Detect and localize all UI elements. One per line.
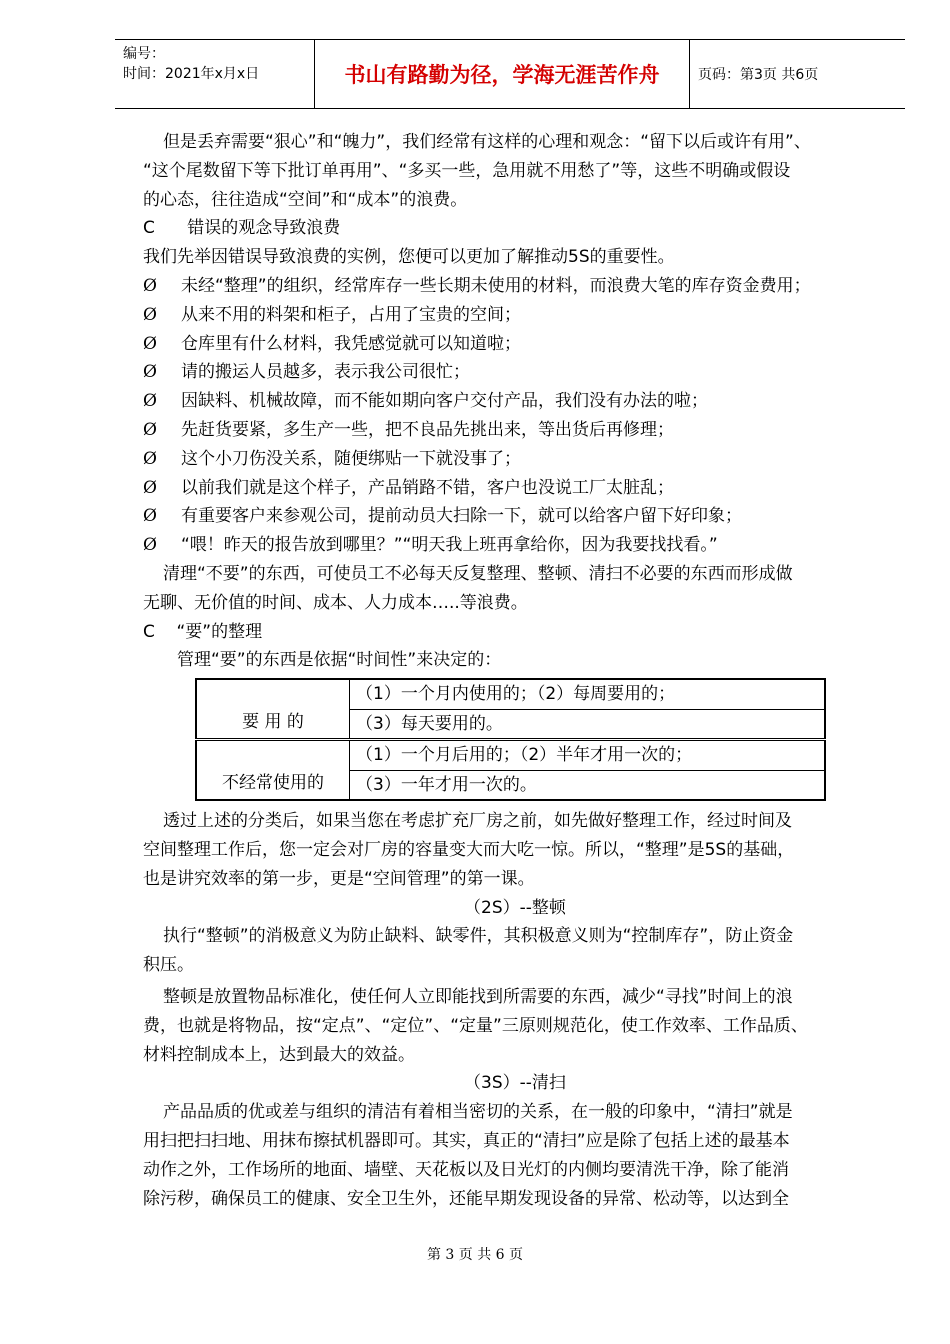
paragraph-line: 材料控制成本上，达到最大的效益。: [143, 1044, 415, 1065]
table-row: [196, 679, 825, 709]
header-time: 时间：2021年x月x日: [123, 66, 260, 82]
paragraph: 产品品质的优或差与组织的清洁有着相当密切的关系，在一般的印象中，“清扫”就是: [163, 1102, 793, 1123]
list-item: [143, 272, 887, 301]
list-item-text: 未经“整理”的组织，经常库存一些长期未使用的材料，而浪费大笔的库存资金费用；: [181, 275, 811, 296]
paragraph: 我们先举因错误导致浪费的实例，您便可以更加了解推动5S的重要性。: [143, 247, 675, 268]
paragraph-line: 除污秽，确保员工的健康、安全卫生外，还能早期发现设备的异常、松动等，以达到全: [143, 1188, 789, 1209]
table-cell: （3）一年才用一次的。: [350, 770, 826, 800]
list-item-text: 仓库里有什么材料，我凭感觉就可以知道啦；: [181, 333, 521, 354]
list-item-text: “喂！昨天的报告放到哪里？”“明天我上班再拿给你，因为我要找找看。”: [181, 535, 718, 556]
bullet-mark: Ø: [143, 391, 157, 412]
bullet-mark: Ø: [143, 333, 157, 354]
list-item-text: 从来不用的料架和柜子，占用了宝贵的空间；: [181, 304, 521, 325]
paragraph-line: 无聊、无价值的时间、成本、人力成本…..等浪费。: [143, 592, 528, 613]
header-meta: [115, 40, 315, 108]
section-heading-2s: （2S）--整顿: [464, 897, 566, 918]
bullet-mark: Ø: [143, 362, 157, 383]
table-row: [196, 740, 825, 771]
list-item: [143, 358, 887, 387]
paragraph-line: 积压。: [143, 955, 194, 976]
paragraph: 管理“要”的东西是依据“时间性”来决定的：: [177, 650, 502, 671]
paragraph: 执行“整顿”的消极意义为防止缺料、缺零件，其积极意义则为“控制库存”，防止资金: [163, 926, 794, 947]
table-cell: （1）一个月内使用的；（2）每周要用的；: [350, 679, 826, 709]
list-item: [143, 387, 887, 416]
list-item: [143, 445, 887, 474]
bullet-mark: Ø: [143, 477, 157, 498]
paragraph-line: “这个尾数留下等下批订单再用”、“多买一些，急用就不用愁了”等，这些不明确或假设: [143, 160, 791, 181]
list-item-text: 有重要客户来参观公司，提前动员大扫除一下，就可以给客户留下好印象；: [181, 506, 742, 527]
list-item-text: 先赶货要紧，多生产一些，把不良品先挑出来，等出货后再修理；: [181, 419, 674, 440]
list-item-text: 因缺料、机械故障，而不能如期向客户交付产品，我们没有办法的啦；: [181, 391, 708, 412]
table-cell: （1）一个月后用的；（2）半年才用一次的；: [350, 740, 826, 771]
table-cell-label: 要 用 的: [196, 679, 350, 740]
section-heading-3s: （3S）--清扫: [464, 1073, 566, 1094]
paragraph-line: 空间整理工作后，您一定会对厂房的容量变大而大吃一惊。所以，“整理”是5S的基础，: [143, 839, 795, 860]
list-item: [143, 301, 887, 330]
table-cell: （3）每天要用的。: [350, 709, 826, 740]
paragraph-line: 也是讲究效率的第一步，更是“空间管理”的第一课。: [143, 868, 535, 889]
document-body: [143, 128, 887, 1213]
document-header: [115, 39, 905, 109]
paragraph-line: 的心态，往往造成“空间”和“成本”的浪费。: [143, 189, 468, 210]
header-motto: 书山有路勤为径，学海无涯苦作舟: [315, 40, 690, 108]
section-heading-wrong-concepts: C 错误的观念导致浪费: [143, 218, 341, 239]
paragraph-line: 用扫把扫扫地、用抹布擦拭机器即可。其实，真正的“清扫”应是除了包括上述的最基本: [143, 1130, 790, 1151]
list-item: [143, 474, 887, 503]
header-page-number: 页码：第3页 共6页: [698, 67, 819, 83]
table-cell-label: 不经常使用的: [196, 740, 350, 801]
usage-frequency-table: [195, 678, 826, 801]
paragraph: 清理“不要”的东西，可使员工不必每天反复整理、整顿、清扫不必要的东西而形成做: [163, 563, 793, 584]
list-item-text: 请的搬运人员越多，表示我公司很忙；: [181, 362, 470, 383]
paragraph: 但是丢弃需要“狠心”和“魄力”，我们经常有这样的心理和观念：“留下以后或许有用”、: [163, 132, 811, 152]
bullet-list: [143, 272, 887, 560]
footer-page-number: 第 3 页 共 6 页: [426, 1247, 524, 1263]
list-item: [143, 416, 887, 445]
bullet-mark: Ø: [143, 275, 157, 296]
bullet-mark: Ø: [143, 506, 157, 527]
bullet-mark: Ø: [143, 304, 157, 325]
bullet-mark: Ø: [143, 535, 157, 556]
list-item: [143, 502, 887, 531]
list-item-text: 这个小刀伤没关系，随便绑贴一下就没事了；: [181, 448, 521, 469]
bullet-mark: Ø: [143, 419, 157, 440]
header-number-label: 编号：: [123, 46, 165, 62]
paragraph-line: 费，也就是将物品，按“定点”、“定位”、“定量”三原则规范化，使工作效率、工作品质、: [143, 1015, 808, 1036]
section-heading-needed-items: C “要”的整理: [143, 621, 263, 642]
list-item: [143, 330, 887, 359]
paragraph: 透过上述的分类后，如果当您在考虑扩充厂房之前，如先做好整理工作，经过时间及: [163, 811, 792, 832]
paragraph: 整顿是放置物品标准化，使任何人立即能找到所需要的东西，减少“寻找”时间上的浪: [163, 986, 793, 1007]
list-item: [143, 531, 887, 560]
list-item-text: 以前我们就是这个样子，产品销路不错，客户也没说工厂太脏乱；: [181, 477, 674, 498]
bullet-mark: Ø: [143, 448, 157, 469]
paragraph-line: 动作之外，工作场所的地面、墙壁、天花板以及日光灯的内侧均要清洗干净，除了能消: [143, 1159, 789, 1180]
